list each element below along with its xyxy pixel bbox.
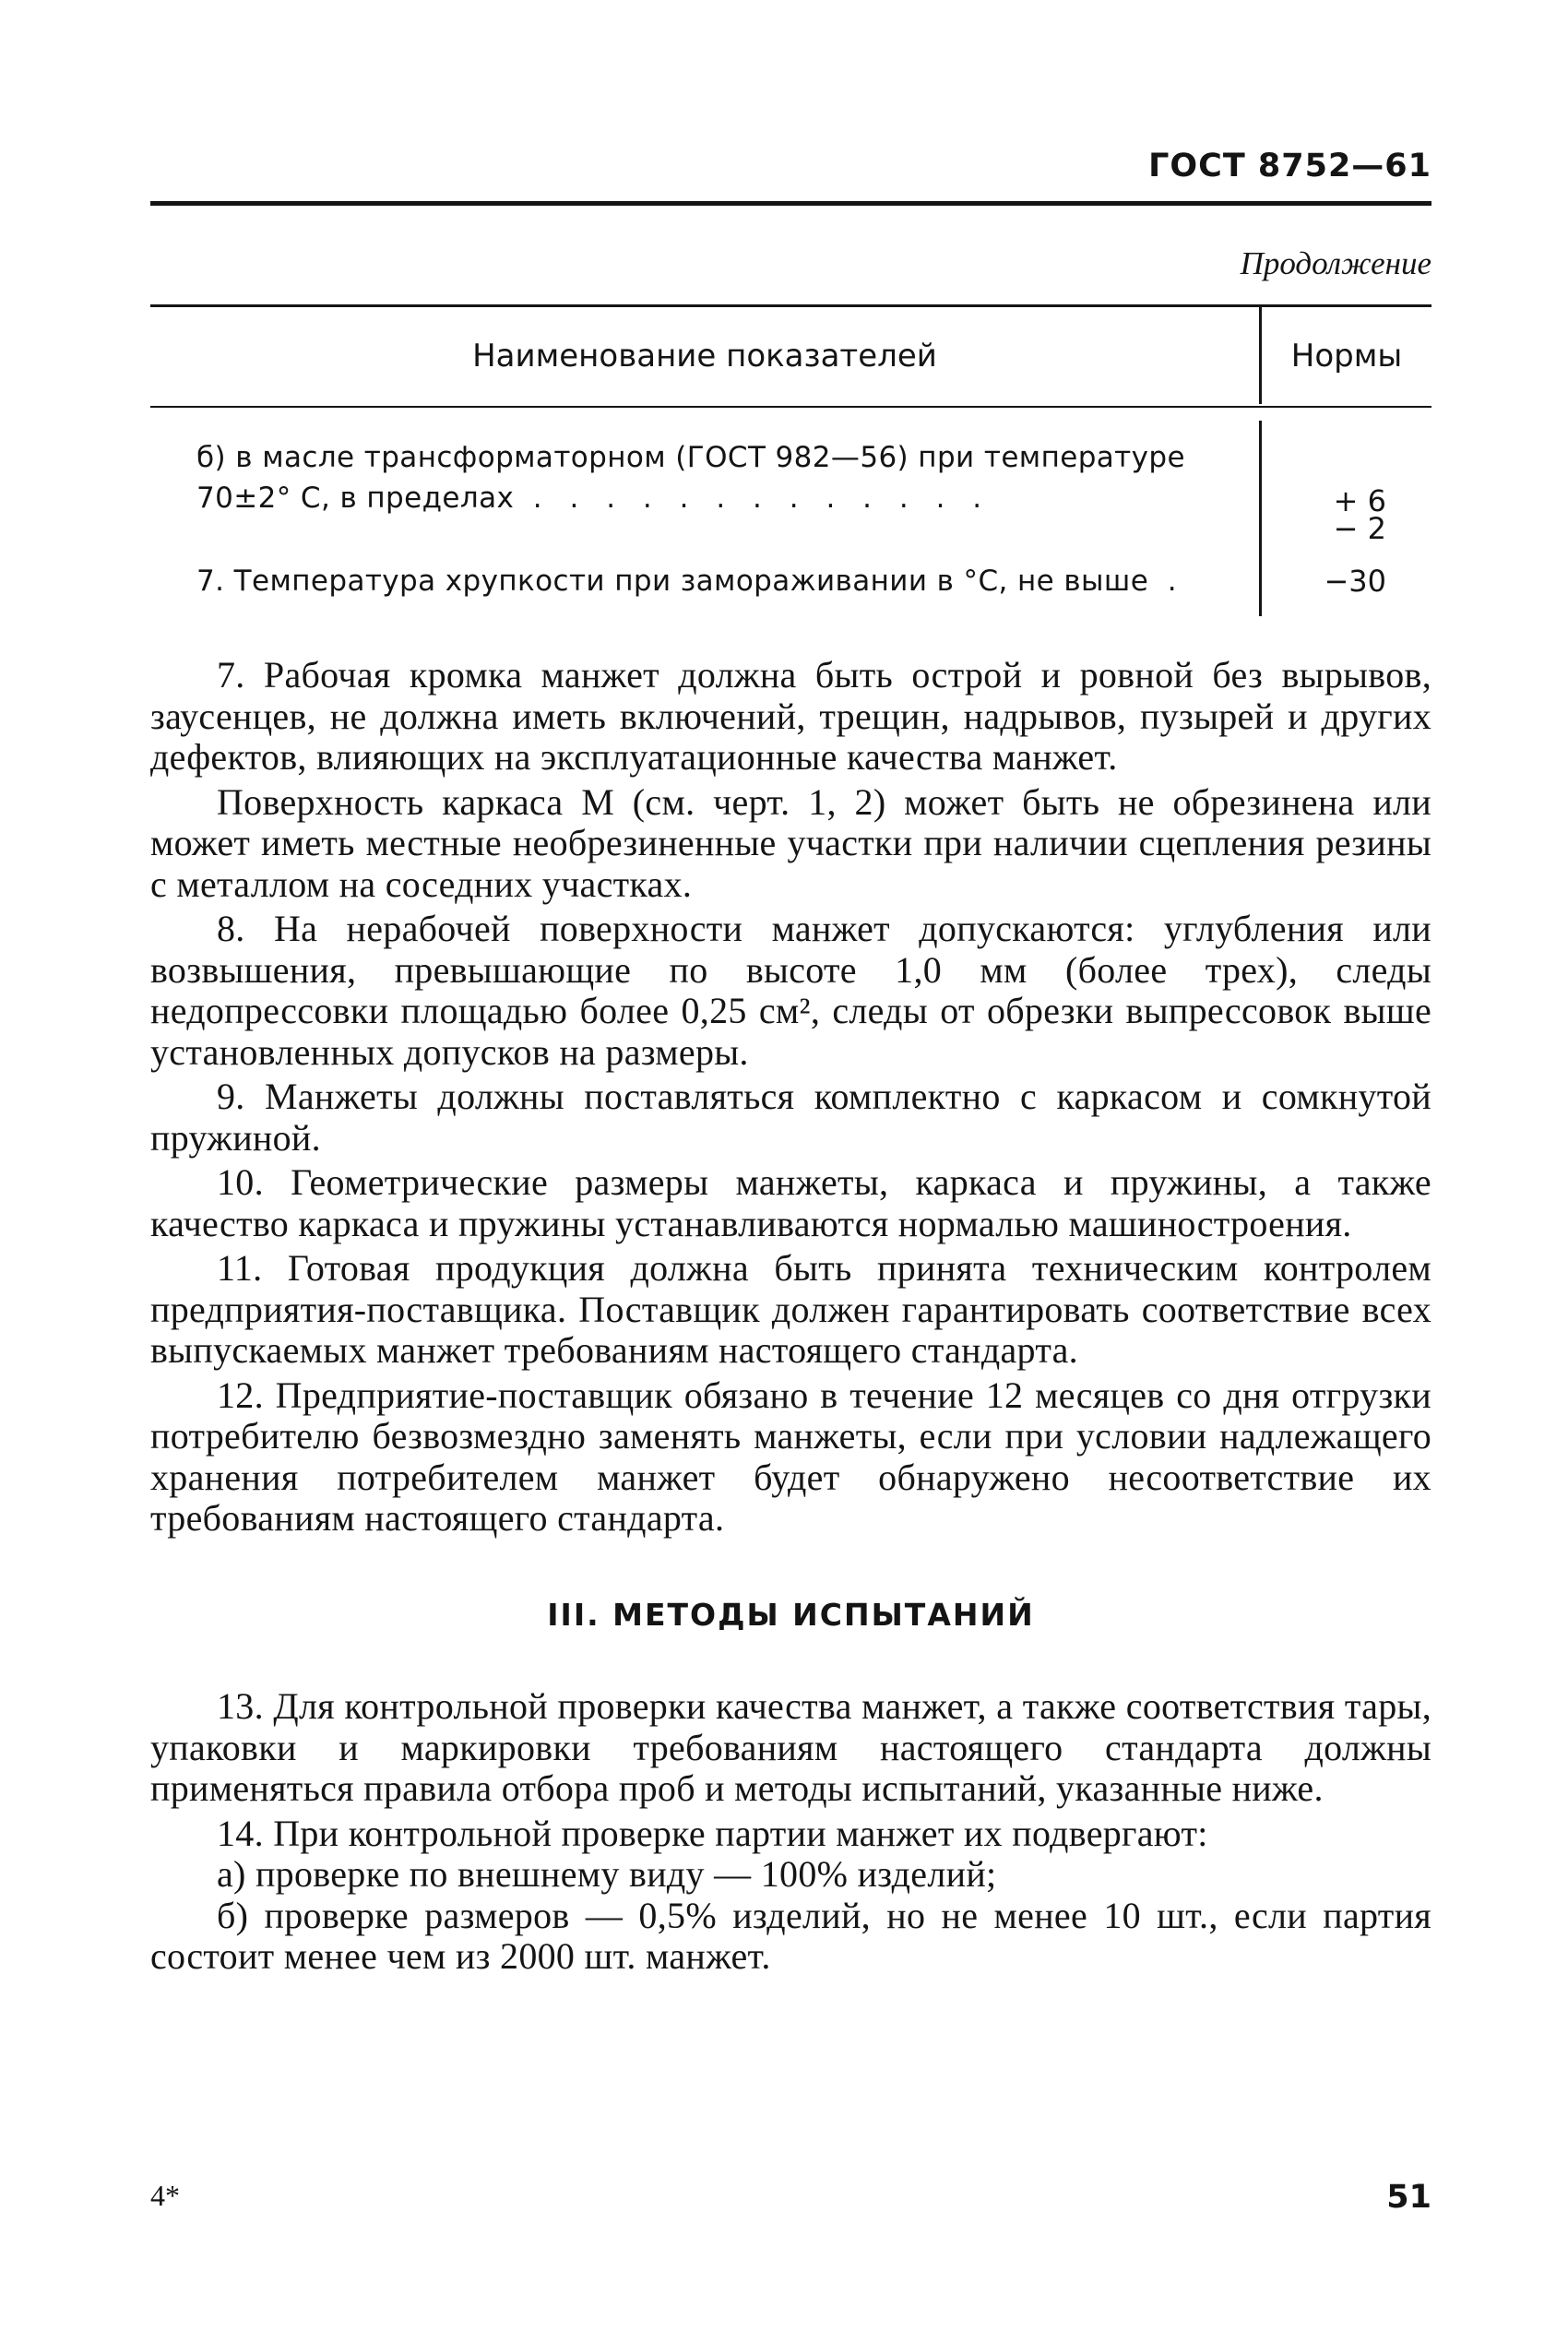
paragraph-9: 9. Манжеты должны поставляться комплектно с каркасом и сомкнутой пружиной. xyxy=(150,1076,1431,1159)
row-text-line2: 70±2° С, в пределах xyxy=(196,482,515,515)
paragraph-11: 11. Готовая продукция должна быть принята техническим контролем предприятия-поставщика. Поставщик должен гарантировать соответствие всех выпускаемых манжет требованиям настоящего стандарта. xyxy=(150,1247,1431,1371)
page-number: 51 xyxy=(1386,2179,1431,2216)
paragraph-7-surface: Поверхность каркаса М (см. черт. 1, 2) может быть не обрезинена или может иметь местные необрезиненные участки при наличии сцепления резины с металлом на соседних участках. xyxy=(150,780,1431,905)
paragraph-12: 12. Предприятие-поставщик обязано в течение 12 месяцев со дня отгрузки потребителю безвозмездно заменять манжеты, если при условии надлежащего хранения потребителем манжет будет обнаружено несоответствие их требованиям настоящего стандарта. xyxy=(150,1374,1431,1539)
paragraph-14: 14. При контрольной проверке партии манжет их подвергают: xyxy=(217,1812,1208,1854)
column-header-name: Наименование показателей xyxy=(472,338,937,375)
table-header-rule xyxy=(150,406,1431,408)
column-header-norms: Нормы xyxy=(1290,338,1403,375)
table-row xyxy=(196,561,1248,601)
paragraph-14b: б) проверке размеров — 0,5% изделий, но не менее 10 шт., если партия состоит менее чем из 2000 шт. манжет. xyxy=(150,1894,1431,1977)
footer-signature-mark: 4* xyxy=(150,2179,180,2212)
document-code: ГОСТ 8752—61 xyxy=(1148,148,1431,184)
header-rule xyxy=(150,201,1431,206)
paragraph-10: 10. Геометрические размеры манжеты, каркаса и пружины, а также качество каркаса и пружины устанавливаются нормалью машиностроения. xyxy=(150,1161,1431,1244)
paragraph-14a: а) проверке по внешнему виду — 100% изделий; xyxy=(217,1853,997,1895)
body-column-divider xyxy=(1259,421,1262,616)
paragraph-8: 8. На нерабочей поверхности манжет допускаются: углубления или возвышения, превышающие по высоте 1,0 мм (более трех), следы недопрессовки площадью более 0,25 см², следы от обрезки выпрессовок выше установленных допусков на размеры. xyxy=(150,908,1431,1073)
paragraph-7: 7. Рабочая кромка манжет должна быть острой и ровной без вырывов, заусенцев, не должна иметь включений, трещин, надрывов, пузырей и других дефектов, влияющих на эксплуатационные качества манжет. xyxy=(150,654,1431,778)
norm-minus: − 2 xyxy=(1333,511,1386,546)
table-row xyxy=(196,437,1248,518)
row-text: 7. Температура хрупкости при замораживании в °С, не выше xyxy=(196,565,1149,598)
indicators-table xyxy=(150,304,1431,618)
section-heading: III. МЕТОДЫ ИСПЫТАНИЙ xyxy=(547,1596,1035,1633)
table-top-rule xyxy=(150,304,1431,307)
norm-plus: + 6 xyxy=(1333,483,1386,518)
paragraph-13: 13. Для контрольной проверки качества манжет, а также соответствия тары, упаковки и маркировки требованиям настоящего стандарта должны применяться правила отбора проб и методы испытаний, указанные ниже. xyxy=(150,1685,1431,1809)
row-text-line1: б) в масле трансформаторном (ГОСТ 982—56) при температуре xyxy=(196,441,1185,474)
dot-leaders: . xyxy=(1167,565,1177,598)
document-body xyxy=(150,655,1431,1978)
norm-value-tolerance xyxy=(1285,483,1386,546)
norm-value: −30 xyxy=(1324,564,1386,599)
continuation-label: Продолжение xyxy=(1240,245,1431,281)
dot-leaders: . . . . . . . . . . . . . xyxy=(532,482,992,515)
